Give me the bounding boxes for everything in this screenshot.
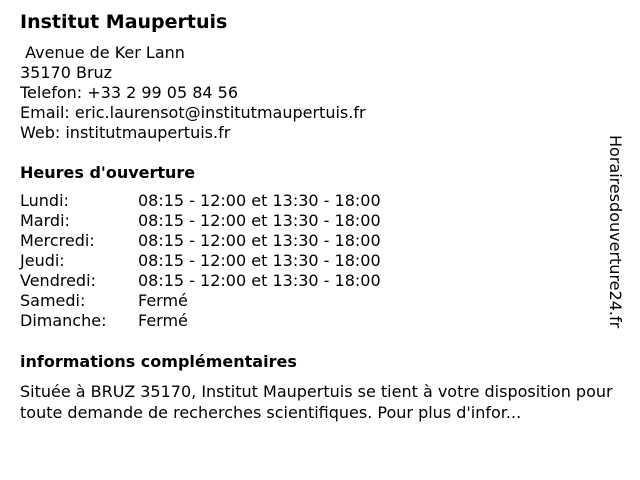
hours-day: Lundi: [20,191,69,210]
email-text[interactable]: Email: eric.laurensot@institutmaupertuis.fr [20,103,366,122]
hours-time: 08:15 - 12:00 et 13:30 - 18:00 [138,231,381,250]
business-name: Institut Maupertuis [20,11,228,33]
hours-row [20,211,610,231]
phone-text[interactable]: Telefon: +33 2 99 05 84 56 [20,83,239,102]
hours-time: 08:15 - 12:00 et 13:30 - 18:00 [138,191,381,210]
address-city: 35170 Bruz [20,63,113,82]
hours-time: 08:15 - 12:00 et 13:30 - 18:00 [138,251,381,270]
address-block [20,43,610,143]
watermark [604,135,634,345]
hours-row [20,271,610,291]
hours-day: Mercredi: [20,231,95,250]
hours-table [20,191,610,331]
hours-day: Samedi: [20,291,86,310]
address-street: Avenue de Ker Lann [20,43,185,62]
hours-day: Mardi: [20,211,70,230]
web-text[interactable]: Web: institutmaupertuis.fr [20,123,231,142]
hours-day: Dimanche: [20,311,107,330]
hours-time: 08:15 - 12:00 et 13:30 - 18:00 [138,211,381,230]
hours-row [20,311,610,331]
hours-row [20,251,610,271]
hours-day: Vendredi: [20,271,96,290]
hours-title: Heures d'ouverture [20,163,196,182]
info-text: Située à BRUZ 35170, Institut Maupertuis se tient à votre disposition pour toute demande de recherches scientifiques. Pour plus d'infor... [20,382,613,422]
business-card [20,10,613,423]
hours-day: Jeudi: [20,251,65,270]
watermark-text[interactable]: Horairesdouverture24.fr [606,135,625,329]
info-title: informations complémentaires [20,352,297,371]
hours-time: 08:15 - 12:00 et 13:30 - 18:00 [138,271,381,290]
hours-row [20,191,610,211]
hours-time: Fermé [138,291,188,310]
hours-row [20,231,610,251]
hours-time: Fermé [138,311,188,330]
hours-row [20,291,610,311]
